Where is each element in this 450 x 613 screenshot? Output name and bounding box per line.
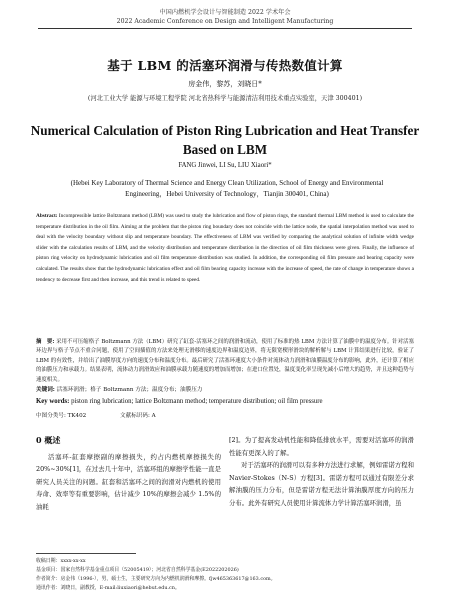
header-divider	[38, 28, 412, 29]
body-paragraph: 对于活塞环的润滑可以有多种方法进行求解，例如雷诺方程和 Navier-Stokes（N-S）方程[3]。雷诺方程可以通过有限差分求解油膜的压力分布，但是雷诺方程无法计算油膜厚度方向的压力分布。此外有研究人员使用计算流体力学计算活塞环润滑，虽	[229, 461, 414, 507]
zhaiyao-label: 摘 要:	[36, 339, 55, 345]
keywords-en-text: piston ring lubrication; lattice Boltzmann method; temperature distribution; oil film pressure	[71, 398, 323, 405]
cn-affiliation: (河北工业大学 能源与环境工程学院 河北省热科学与能源清洁利用技术重点实验室，天津 300401)	[87, 95, 363, 102]
zhaiyao-text: 采用不可压缩格子 Boltzmann 方法（LBM）研究了缸套-活塞环之间的润滑和流动，使用了标准的热 LBM 方法计算了油膜中的温度分布。针对活塞环边界与格子节点不重合问题，使用了空间插值的方法来处理无滑移的速度边界和温度边界，将无限宽楔形滑块的解析解与 LBM 计算结果进行比较，验证了 LBM 的有效性，并给出了油膜厚度方向的速度分布和温度分布。最后研究了活塞环速度大小条件对流体动力润滑和油膜温度分布的影响，此外，还计算了相应的油膜压力和承载力。结果表明，流体动力润滑效应和油膜承载力随速度的增加而增加；在进口位置处，温度变化率呈现先减小后增大的趋势，并且这种趋势与速度相关。	[36, 339, 414, 383]
keywords-en	[36, 398, 414, 405]
body-column-left	[36, 434, 221, 514]
abstract-label: Abstract:	[36, 213, 58, 219]
en-title: Numerical Calculation of Piston Ring Lubrication and Heat Transfer Based on LBM	[30, 123, 420, 157]
footnote-fund: 基金项目：国家自然科学基金重点项目（52005419）；河北省自然科学基金(E2022202026)	[36, 567, 239, 573]
abstract-en	[36, 211, 414, 285]
classification-line	[36, 411, 414, 419]
footnote-received: 收稿日期：xxxx-xx-xx	[36, 558, 86, 564]
abstract-cn	[36, 338, 414, 385]
conference-header-en: 2022 Academic Conference on Design and Intelligent Manufacturing	[116, 18, 334, 25]
cn-authors: 房金伟，黎苏，刘晓日*	[188, 80, 262, 88]
clc-number: 中图分类号: TK402	[36, 413, 87, 419]
conference-header	[0, 8, 450, 26]
en-affiliation: (Hebei Key Laboratory of Thermal Science and Energy Clean Utilization, School of Energy and Environmental Engineering，Hebei University of Technology，Tianjin 300401, China)	[70, 179, 384, 198]
keywords-cn-label: 关键词:	[36, 387, 55, 393]
body-paragraph: 活塞环-缸套摩擦副的摩擦损失，约占内燃机摩擦损失的 20%~30%[1]，在过去几十年中，活塞环组的摩擦学性能一直是研究人员关注的问题。缸套和活塞环之间的润滑对内燃机的使用寿命、效率等有重要影响，估计减少 10%的摩擦会减少 1.5%的油耗	[36, 452, 221, 511]
document-code: 文献标识码: A	[120, 413, 156, 419]
body-paragraph: [2]。为了提高发动机性能和降低排放水平，需要对活塞环的润滑性能有更深入的了解。	[229, 436, 414, 457]
cn-title: 基于 LBM 的活塞环润滑与传热数值计算	[107, 58, 343, 73]
en-authors: FANG Jinwei, LI Su, LIU Xiaori*	[178, 162, 272, 169]
footnote-corresponding: 通讯作者：刘晓日，副教授，E-mail:liuxiaori@hebut.edu.cn。	[36, 585, 180, 591]
abstract-text: Incompressible lattice Boltzmann method (LBM) was used to study the lubrication and flow of piston rings, the standard thermal LBM method is used to calculate the temperature distribution in the oil film. Aiming at the problem that the piston ring boundary does not coincide with the lattice node, the spatial interpolation method was used to deal with the velocity boundary without slip and temperature boundary. The effectiveness of LBM was verified by comparing the analytical solution of infinite width wedge slider with the calculation results of LBM, and the velocity distribution and temperature distribution in the direction of oil film thickness were given. Finally, the influence of piston ring velocity on hydrodynamic lubrication and oil film temperature distribution was studied. In addition, the corresponding oil film pressure and bearing capacity were calculated. The results show that the hydrodynamic lubrication effect and oil film bearing capacity increase with the increase of speed, the rate of change in temperature shows a tendency to decrease first and then increase, and this trend is related to speed.	[36, 213, 414, 283]
section-heading: 0 概述	[36, 435, 61, 445]
keywords-cn	[36, 385, 414, 393]
keywords-cn-text: 活塞环润滑；格子 Boltzmann 方法；温度分布；油膜压力	[56, 387, 203, 393]
footnote-divider	[36, 553, 136, 554]
body-column-right	[229, 434, 414, 510]
keywords-en-label: Key words:	[36, 398, 70, 405]
footnote-author: 作者简介：房金伟（1996-），男，硕士生，主要研究方向为内燃机润滑和摩擦。fjw465363617@163.com。	[36, 576, 276, 582]
conference-header-cn: 中国内燃机学会设计与智能制造 2022 学术年会	[159, 9, 291, 16]
